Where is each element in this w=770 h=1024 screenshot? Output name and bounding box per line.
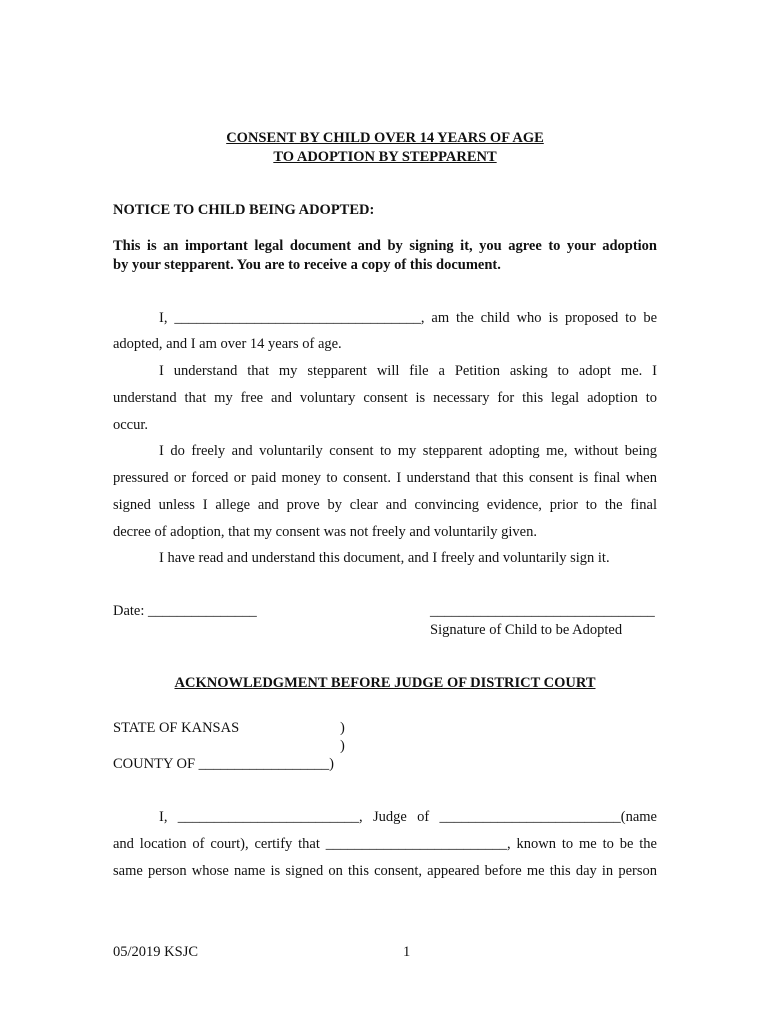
- title-line-2: TO ADOPTION BY STEPPARENT: [273, 149, 497, 165]
- notice-heading: NOTICE TO CHILD BEING ADOPTED:: [113, 202, 375, 218]
- body-p3-line-4: decree of adoption, that my consent was not freely and voluntarily given.: [113, 524, 537, 540]
- ack-line-2: and location of court), certify that _________________________, known to me to be the: [113, 836, 657, 852]
- caption-paren-1: ): [340, 720, 345, 736]
- body-p2-line-2: understand that my free and voluntary consent is necessary for this legal adoption to: [113, 390, 657, 406]
- date-field: Date: _______________: [113, 603, 257, 619]
- body-p3-line-1: I do freely and voluntarily consent to my stepparent adopting me, without being: [159, 443, 657, 459]
- caption-paren-2: ): [340, 738, 345, 754]
- footer-form-code: 05/2019 KSJC: [113, 944, 199, 960]
- body-p1-line-2: adopted, and I am over 14 years of age.: [113, 336, 342, 352]
- ack-line-3: same person whose name is signed on this consent, appeared before me this day in person: [113, 863, 657, 879]
- acknowledgment-heading: ACKNOWLEDGMENT BEFORE JUDGE OF DISTRICT COURT: [174, 675, 596, 691]
- title-line-1: CONSENT BY CHILD OVER 14 YEARS OF AGE: [226, 130, 544, 146]
- footer-page-number: 1: [403, 944, 411, 960]
- signature-caption: Signature of Child to be Adopted: [430, 622, 623, 638]
- notice-line-1: This is an important legal document and by signing it, you agree to your adoption: [113, 238, 657, 254]
- body-p3-line-2: pressured or forced or paid money to consent. I understand that this consent is final when: [113, 470, 657, 486]
- body-p1-line-1: I, __________________________________, am the child who is proposed to be: [159, 310, 657, 326]
- state-label: STATE OF KANSAS: [113, 720, 240, 736]
- body-p3-line-3: signed unless I allege and prove by clear and convincing evidence, prior to the final: [113, 497, 657, 513]
- body-p4-line-1: I have read and understand this document, and I freely and voluntarily sign it.: [159, 550, 610, 566]
- signature-line: _______________________________: [430, 603, 655, 619]
- body-p2-line-3: occur.: [113, 417, 149, 433]
- county-field: COUNTY OF __________________): [113, 756, 334, 772]
- body-p2-line-1: I understand that my stepparent will file a Petition asking to adopt me. I: [159, 363, 657, 379]
- notice-line-2: by your stepparent. You are to receive a copy of this document.: [113, 257, 501, 273]
- ack-line-1: I, _________________________, Judge of _________________________(name: [159, 809, 657, 825]
